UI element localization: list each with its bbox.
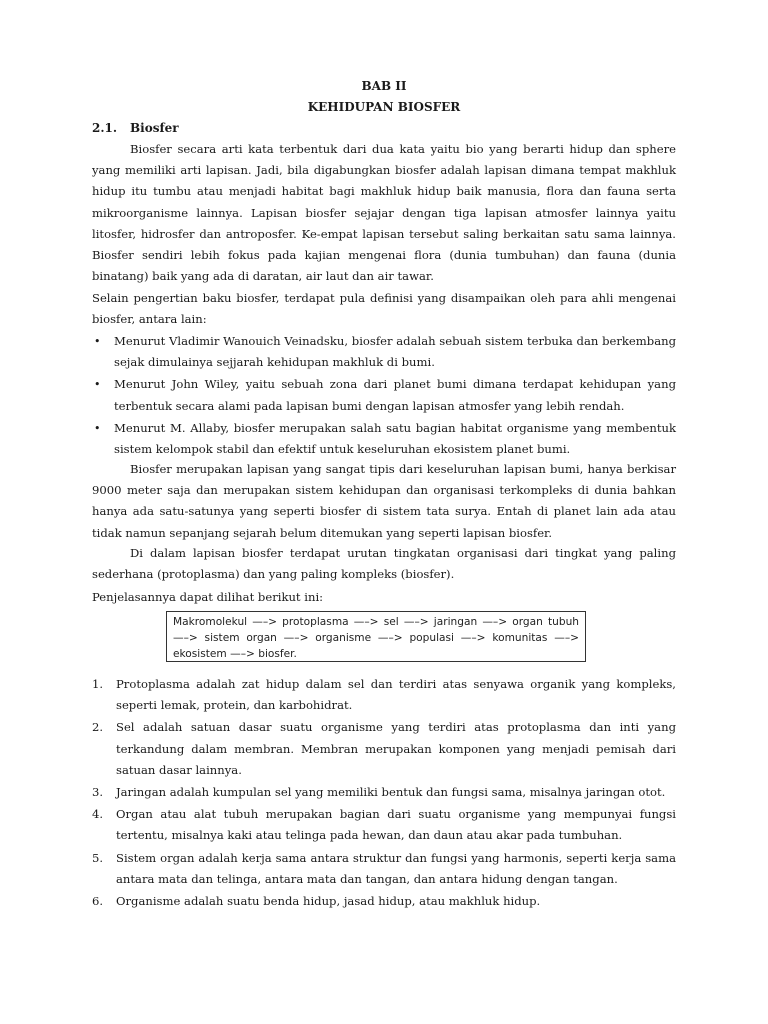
- paragraph-definition: Biosfer secara arti kata terbentuk dari dua kata yaitu bio yang berarti hidup dan sphere yang memiliki arti lapisan. Jadi, bila digabungkan biosfer adalah lapisan dimana tempat makhluk hidup itu tumbu atau menjadi habitat bagi makhluk hidup baik manusia, flora dan fauna serta mikroorganisme lainnya. Lapisan biosfer sejajar dengan tiga lapisan atmosfer lainnya yaitu litosfer, hidrosfer dan antroposfer. Ke-empat lapisan tersebut saling berkaitan satu sama lainnya. Biosfer sendiri lebih fokus pada kajian mengenai flora (dunia tumbuhan) dan fauna (dunia binatang) baik yang ada di daratan, air laut dan air tawar.: [92, 142, 676, 284]
- list-item: 6. Organisme adalah suatu benda hidup, jasad hidup, atau makhluk hidup.: [92, 894, 541, 909]
- list-item: 3. Jaringan adalah kumpulan sel yang memiliki bentuk dan fungsi sama, misalnya jaringan otot.: [92, 785, 666, 800]
- bullet-icon: •: [94, 378, 101, 392]
- paragraph-experts-intro: Selain pengertian baku biosfer, terdapat pula definisi yang disampaikan oleh para ahli mengenai biosfer, antara lain:: [92, 291, 676, 327]
- bullet-icon: •: [94, 335, 101, 348]
- levels-list: [92, 674, 676, 913]
- list-item: • Menurut Vladimir Wanouich Veinadsku, biosfer adalah sebuah sistem terbuka dan berkembang sejak dimulainya sejjarah kehidupan makhluk di bumi.: [92, 331, 676, 373]
- paragraph-biosphere-thin: Biosfer merupakan lapisan yang sangat tipis dari keseluruhan lapisan bumi, hanya berkisar 9000 meter saja dan merupakan sistem kehidupan dan organisasi terkompleks di dunia bahkan hanya ada satu-satunya yang seperti biosfer di sistem tata surya. Entah di planet lain ada atau tidak namun sepanjang sejarah belum ditemukan yang seperti lapisan biosfer.: [92, 462, 676, 540]
- paragraph-hierarchy-intro: Di dalam lapisan biosfer terdapat urutan tingkatan organisasi dari tingkat yang paling sederhana (protoplasma) dan yang paling kompleks (biosfer).: [92, 546, 676, 582]
- section-number: 2.1.: [92, 121, 118, 135]
- list-item: 1. Protoplasma adalah zat hidup dalam sel dan terdiri atas senyawa organik yang kompleks, seperti lemak, protein, dan karbohidrat.: [92, 677, 676, 713]
- section-title: Biosfer: [130, 121, 179, 135]
- bullet-icon: •: [94, 421, 101, 435]
- list-item: 2. Sel adalah satuan dasar suatu organisme yang terdiri atas protoplasma dan inti yang terkandung dalam membran. Membran merupakan komponen yang menjadi pemisah dari satuan dasar lainnya.: [92, 720, 676, 777]
- paragraph-explanation-intro: Penjelasannya dapat dilihat berikut ini:: [92, 590, 324, 604]
- list-item: 4. Organ atau alat tubuh merupakan bagian dari suatu organisme yang mempunyai fungsi tertentu, misalnya kaki atau telinga pada hewan, dan daun atau akar pada tumbuhan.: [92, 807, 676, 843]
- chapter-number: BAB II: [361, 79, 407, 93]
- hierarchy-box: Makromolekul —–> protoplasma —–> sel —–> jaringan —–> organ tubuh —–> sistem organ —–> organisme —–> populasi —–> komunitas —–> ekosistem —–> biosfer.: [166, 611, 586, 662]
- list-item: • Menurut M. Allaby, biosfer merupakan salah satu bagian habitat organisme yang membentuk sistem kelompok stabil dan efektif untuk keseluruhan ekosistem planet bumi.: [92, 418, 676, 460]
- section-heading: [92, 121, 179, 135]
- experts-list: [92, 331, 676, 461]
- list-item: • Menurut John Wiley, yaitu sebuah zona dari planet bumi dimana terdapat kehidupan yang terbentuk secara alami pada lapisan bumi dengan lapisan atmosfer yang lebih rendah.: [92, 374, 676, 416]
- list-item: 5. Sistem organ adalah kerja sama antara struktur dan fungsi yang harmonis, seperti kerja sama antara mata dan telinga, antara mata dan tangan, dan antara hidung dengan tangan.: [92, 850, 676, 886]
- chapter-title: KEHIDUPAN BIOSFER: [307, 100, 461, 114]
